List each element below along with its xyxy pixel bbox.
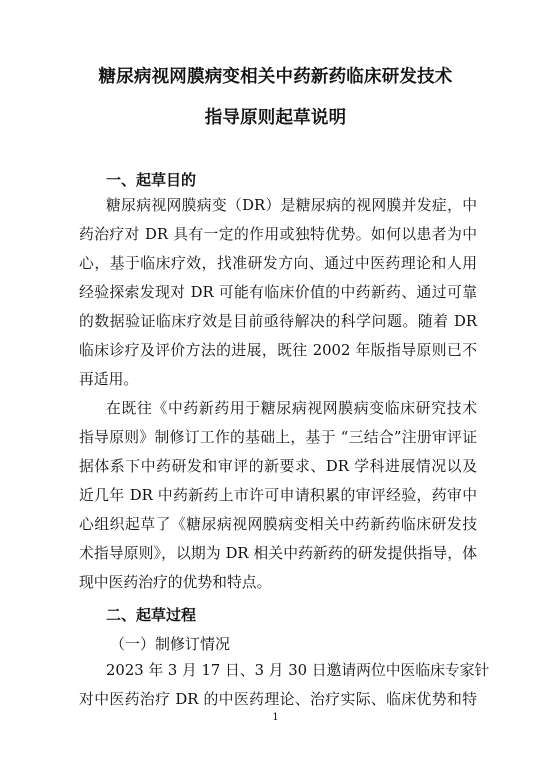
paragraph-line: 心，基于临床疗效，找准研发方向、通过中医药理论和人用: [79, 255, 477, 272]
paragraph-line: 心组织起草了《糖尿病视网膜病变相关中药新药临床研发技: [79, 516, 477, 533]
paragraph-line: 在既往《中药新药用于糖尿病视网膜病变临床研究技术: [106, 400, 477, 417]
paragraph-line: 近几年 DR 中药新药上市许可申请积累的审评经验，药审中: [79, 487, 477, 504]
paragraph-line: 糖尿病视网膜病变（DR）是糖尿病的视网膜并发症，中: [106, 197, 477, 214]
paragraph-line: 经验探索发现对 DR 可能有临床价值的中药新药、通过可靠: [79, 284, 477, 301]
paragraph-line: 药治疗对 DR 具有一定的作用或独特优势。如何以患者为中: [79, 226, 477, 243]
paragraph-line: 临床诊疗及评价方法的进展，既往 2002 年版指导原则已不: [79, 342, 477, 359]
document-title-line-1: 糖尿病视网膜病变相关中药新药临床研发技术: [98, 67, 453, 87]
section-2-subheading: （一）制修订情况: [110, 635, 231, 653]
paragraph-line: 对中医药治疗 DR 的中医药理论、治疗实际、临床优势和特: [79, 691, 477, 708]
paragraph-line: 2023 年 3 月 17 日、3 月 30 日邀请两位中医临床专家针: [106, 662, 490, 679]
paragraph-line: 指导原则》制修订工作的基础上，基于 “三结合”注册审评证: [79, 429, 477, 446]
section-1-heading: 一、起草目的: [106, 171, 197, 189]
paragraph-line: 现中医药治疗的优势和特点。: [79, 574, 272, 591]
page-number: 1: [272, 712, 279, 723]
paragraph-line: 再适用。: [79, 371, 139, 388]
paragraph-line: 的数据验证临床疗效是目前亟待解决的科学问题。随着 DR: [79, 313, 477, 330]
paragraph-line: 术指导原则》，以期为 DR 相关中药新药的研发提供指导，体: [79, 545, 477, 562]
section-2-heading: 二、起草过程: [106, 606, 197, 624]
paragraph-line: 据体系下中药研发和审评的新要求、DR 学科进展情况以及: [79, 458, 477, 475]
document-title-line-2: 指导原则起草说明: [204, 108, 347, 128]
